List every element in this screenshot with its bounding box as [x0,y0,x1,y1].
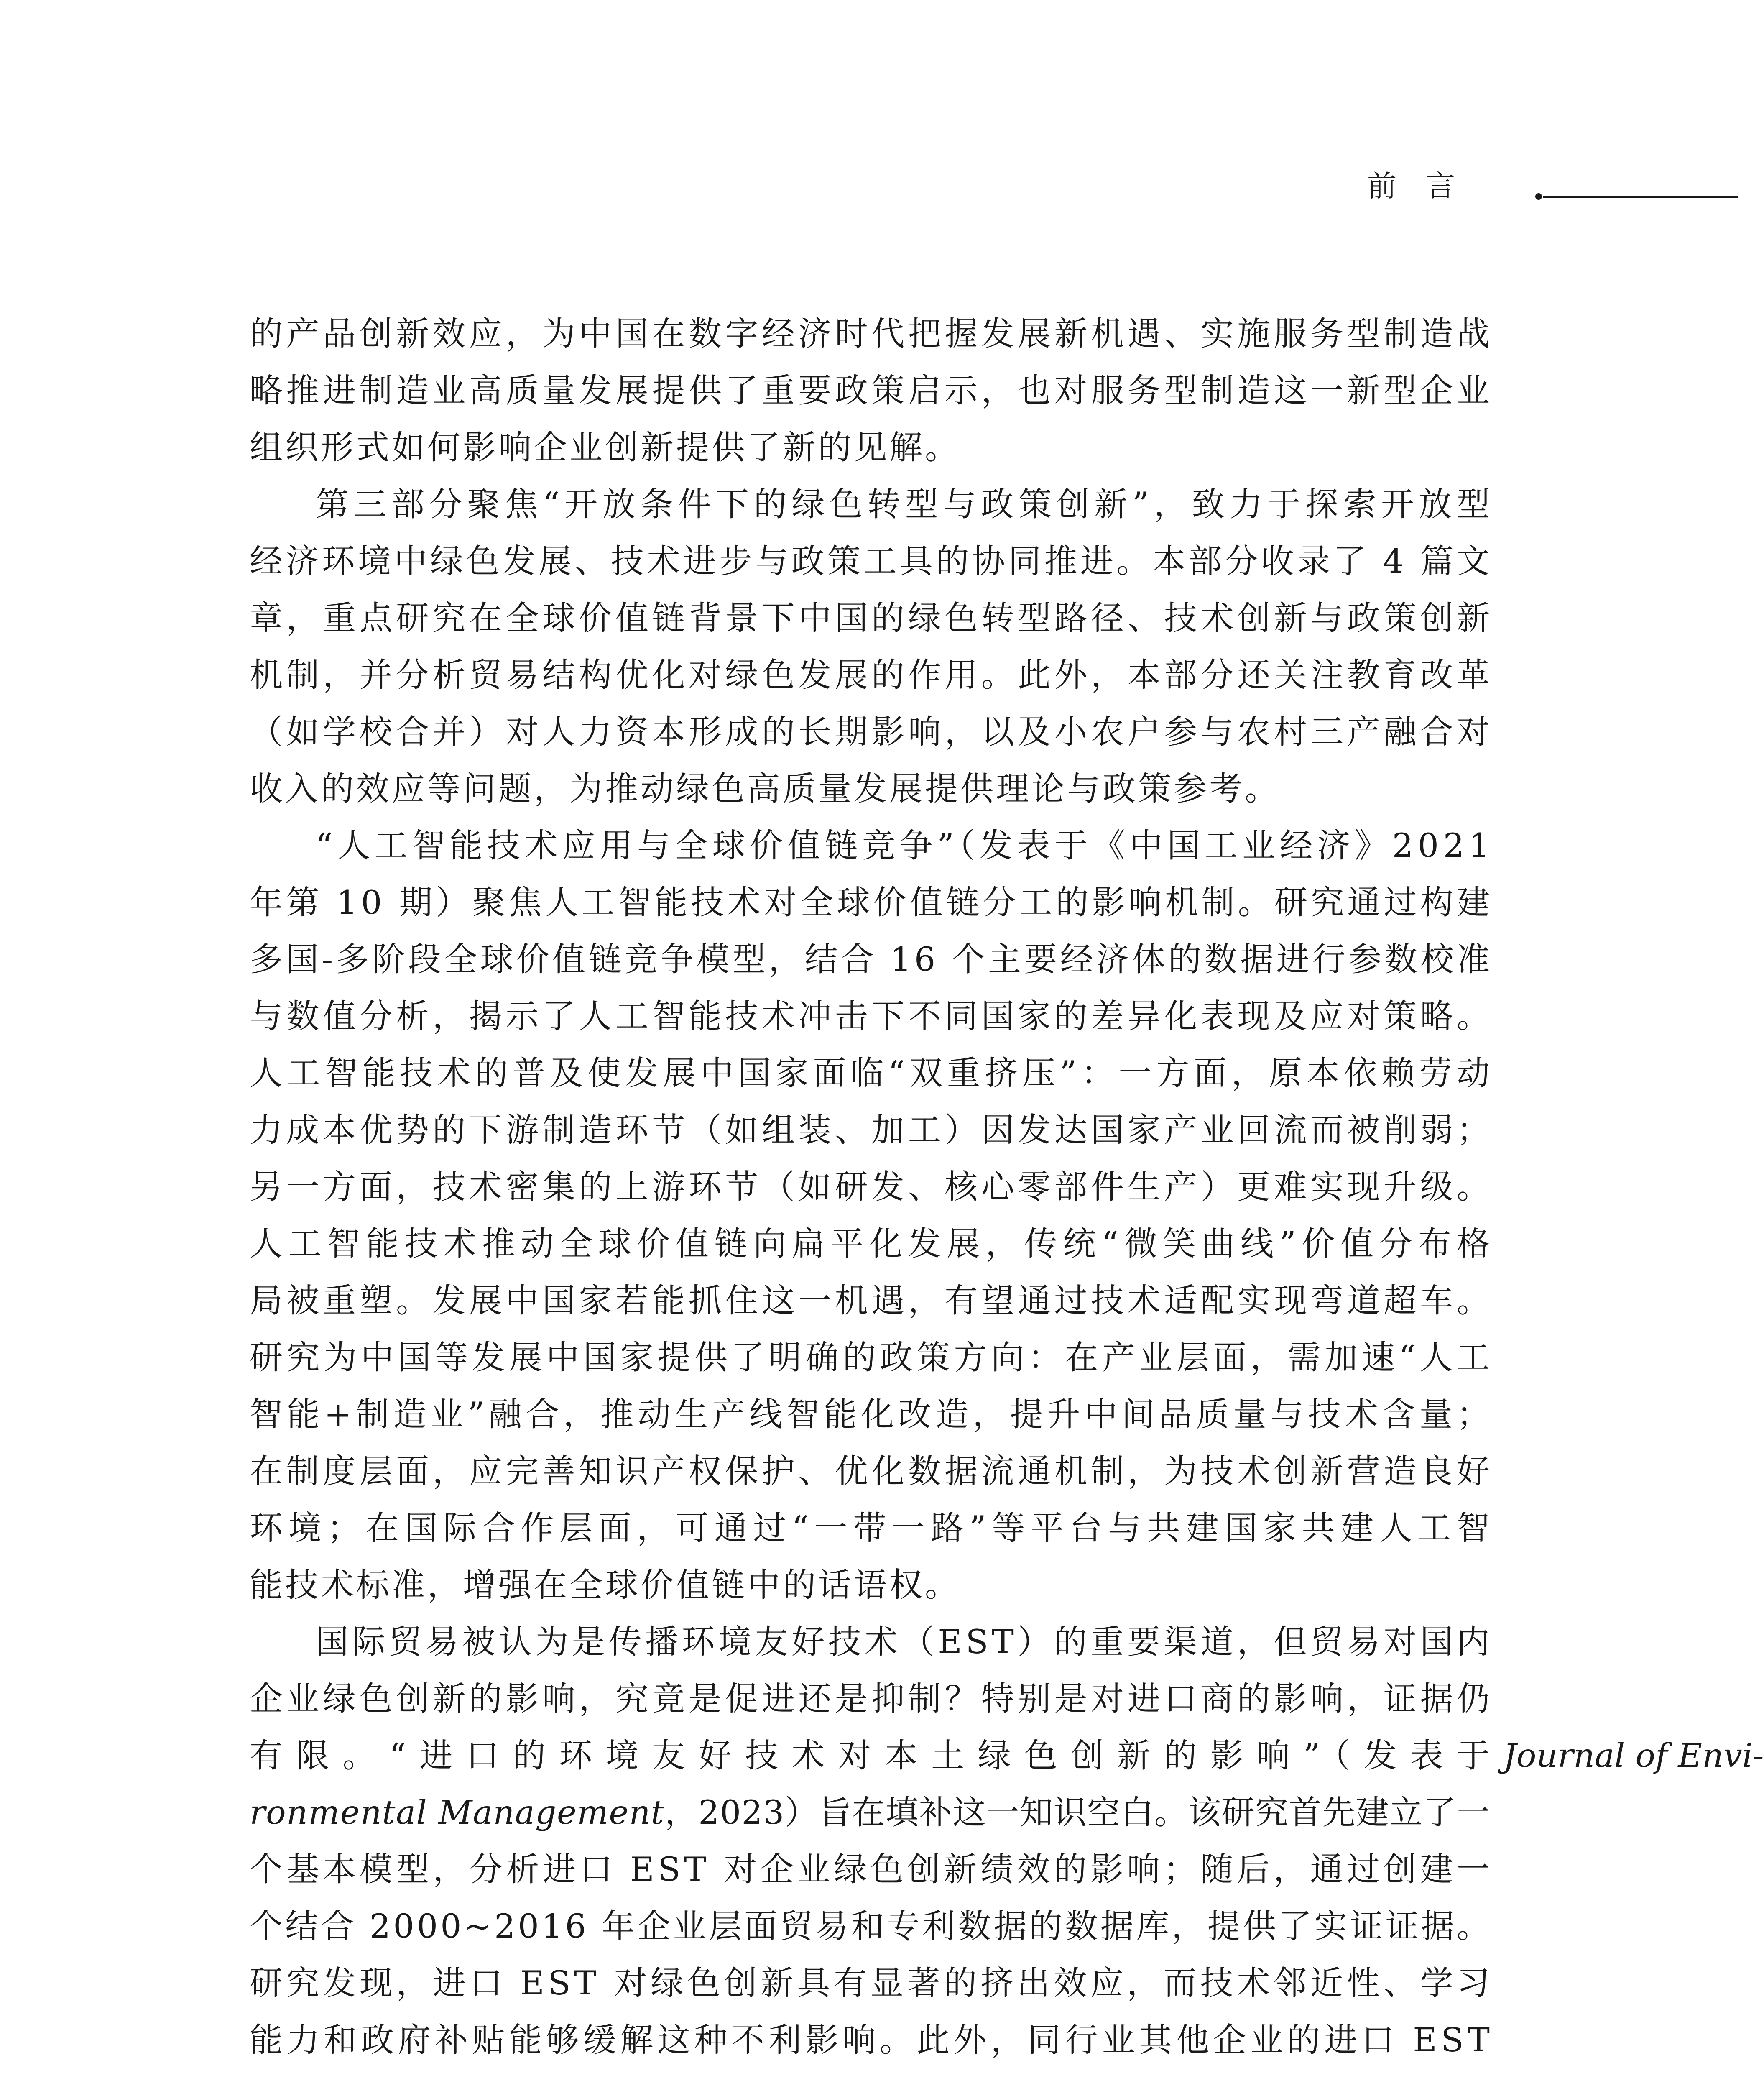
text-line: （如学校合并）对人力资本形成的长期影响，以及小农户参与农村三产融合对 [250,713,1493,751]
text-line: 研究为中国等发展中国家提供了明确的政策方向：在产业层面，需加速“人工 [250,1338,1494,1377]
text-line: 人工智能技术推动全球价值链向扁平化发展，传统“微笑曲线”价值分布格 [250,1224,1496,1263]
text-line: 有限。“进口的环境友好技术对本土绿色创新的影响”（发表于 Journal of Envi- [250,1727,1490,1784]
text-line: 国际贸易被认为是传播环境友好技术（EST）的重要渠道，但贸易对国内 [316,1623,1493,1661]
text-line: 环境；在国际合作层面，可通过“一带一路”等平台与共建国家共建人工智 [250,1509,1496,1547]
text-line: 多国-多阶段全球价值链竞争模型，结合 16 个主要经济体的数据进行参数校准 [250,940,1493,979]
text-line: 的产品创新效应，为中国在数字经济时代把握发展新机遇、实施服务型制造战 [250,314,1493,353]
text-line: 能力和政府补贴能够缓解这种不利影响。此外，同行业其他企业的进口 EST [250,2021,1494,2059]
text-line: 章，重点研究在全球价值链背景下中国的绿色转型路径、技术创新与政策创新 [250,599,1493,637]
text-line: 第三部分聚焦“开放条件下的绿色转型与政策创新”，致力于探索开放型 [316,485,1495,524]
text-line: 组织形式如何影响企业创新提供了新的见解。 [250,428,960,467]
text-line: 经济环境中绿色发展、技术进步与政策工具的协同推进。本部分收录了 4 篇文 [250,542,1493,580]
text-line: 研究发现，进口 EST 对绿色创新具有显著的挤出效应，而技术邻近性、学习 [250,1964,1493,2002]
text-line: 能技术标准，增强在全球价值链中的话语权。 [250,1566,960,1604]
body-text [250,305,1764,2068]
journal-title: Journal of Envi- [1503,1736,1764,1775]
running-header-title: 前言 [1367,169,1484,203]
text-line: ronmental Management，2023）旨在填补这一知识空白。该研究首先建立了一 [250,1793,1491,1832]
header-rule [1543,196,1738,198]
text-line: 人工智能技术的普及使发展中国家面临“双重挤压”：一方面，原本依赖劳动 [250,1054,1494,1092]
journal-title: ronmental Management [250,1793,665,1832]
text-line: 与数值分析，揭示了人工智能技术冲击下不同国家的差异化表现及应对策略。 [250,997,1493,1035]
text-line: 另一方面，技术密集的上游环节（如研发、核心零部件生产）更难实现升级。 [250,1168,1493,1206]
text-line: 在制度层面，应完善知识产权保护、优化数据流通机制，为技术创新营造良好 [250,1452,1493,1490]
text-line: “人工智能技术应用与全球价值链竞争”（发表于《中国工业经济》2021 [316,826,1494,865]
text-line: 企业绿色创新的影响，究竟是促进还是抑制？特别是对进口商的影响，证据仍 [250,1679,1493,1718]
text-line: 收入的效应等问题，为推动绿色高质量发展提供理论与政策参考。 [250,769,1280,808]
text-line: 个基本模型，分析进口 EST 对企业绿色创新绩效的影响；随后，通过创建一 [250,1850,1493,1889]
text-line: 机制，并分析贸易结构优化对绿色发展的作用。此外，本部分还关注教育改革 [250,656,1493,694]
text-line: 智能+制造业”融合，推动生产线智能化改造，提升中间品质量与技术含量； [250,1395,1494,1434]
text-line: 局被重塑。发展中国家若能抓住这一机遇，有望通过技术适配实现弯道超车。 [250,1281,1493,1320]
text-line: 力成本优势的下游制造环节（如组装、加工）因发达国家产业回流而被削弱； [250,1111,1493,1149]
text-line: 略推进制造业高质量发展提供了重要政策启示，也对服务型制造这一新型企业 [250,371,1493,410]
text-line: 年第 10 期）聚焦人工智能技术对全球价值链分工的影响机制。研究通过构建 [250,883,1493,922]
text-line: 个结合 2000~2016 年企业层面贸易和专利数据的数据库，提供了实证证据。 [250,1907,1493,1945]
header-bullet-icon [1535,193,1542,200]
